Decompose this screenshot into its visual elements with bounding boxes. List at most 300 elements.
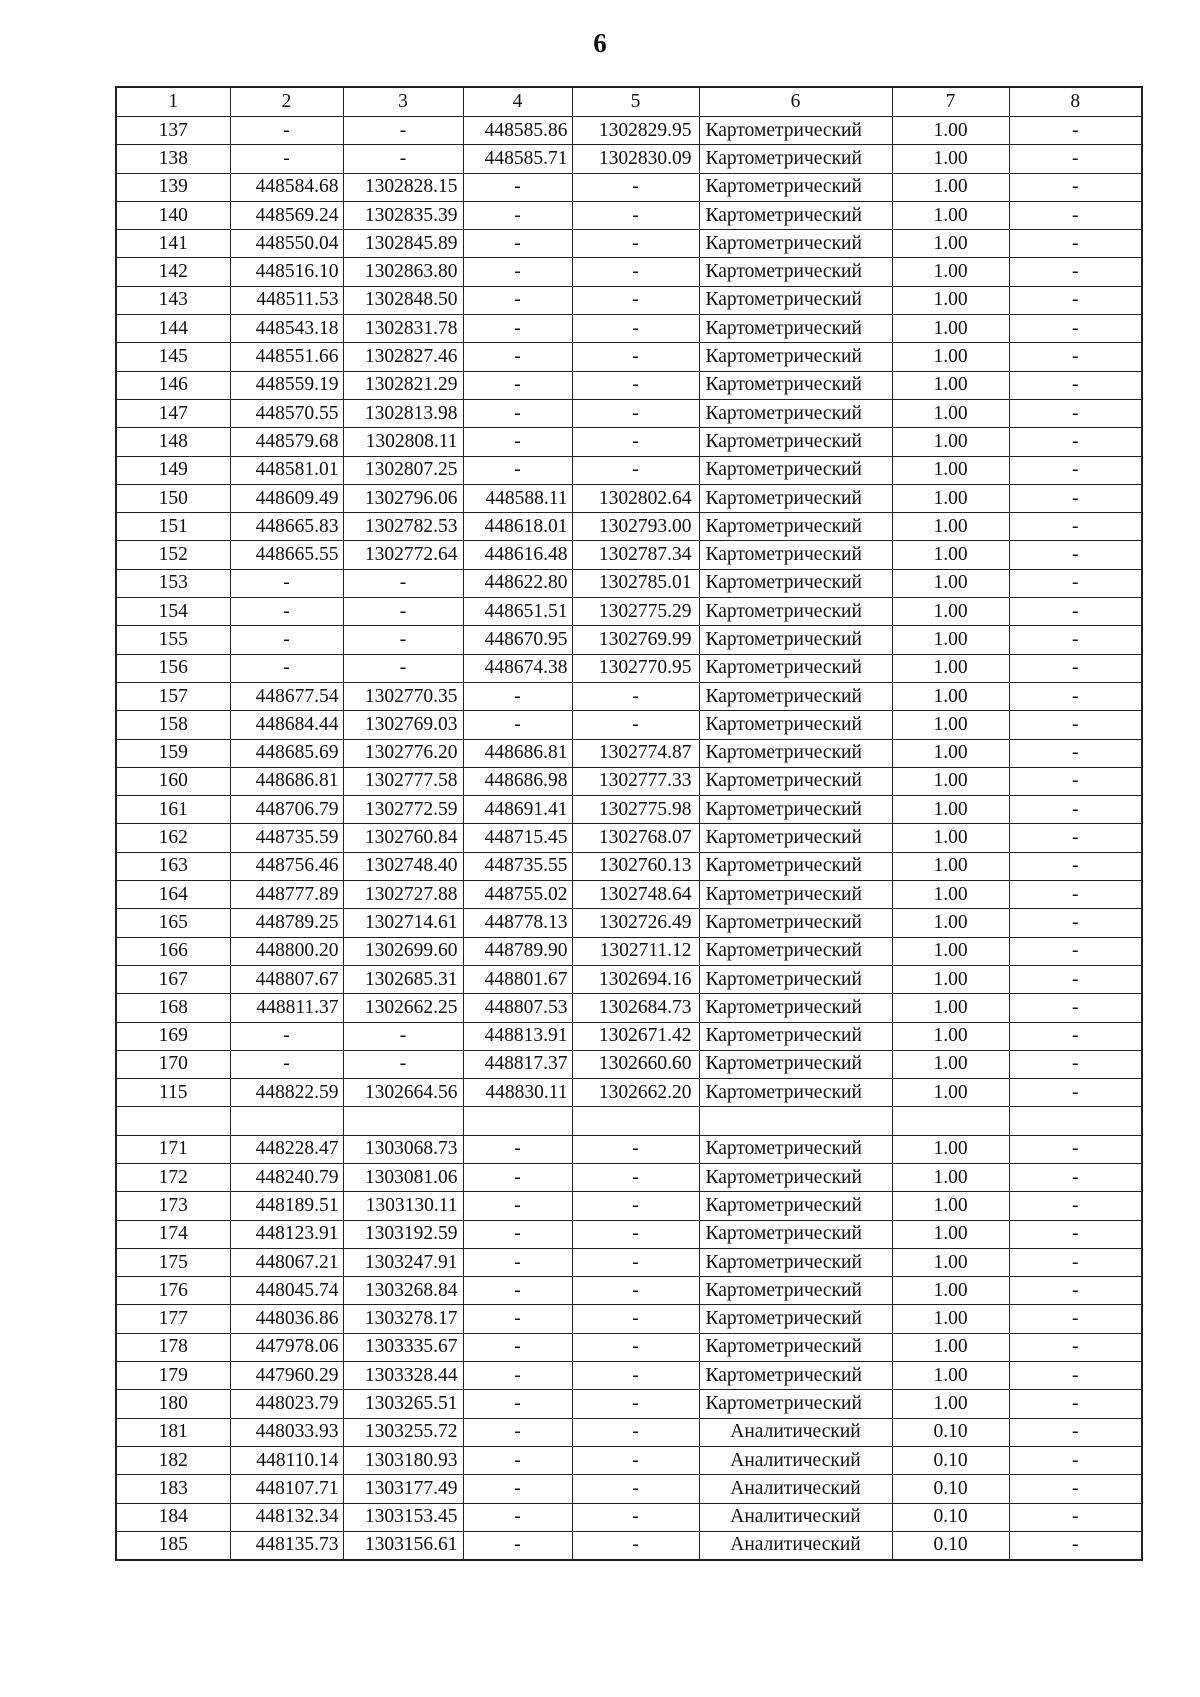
method-cell: Картометрический [699, 796, 892, 824]
x-coord-existing-cell: 448511.53 [230, 286, 343, 314]
y-coord-new-cell: - [572, 1362, 699, 1390]
y-coord-existing-cell: 1303130.11 [343, 1192, 463, 1220]
table-row [116, 1418, 1142, 1446]
table-row [116, 1475, 1142, 1503]
note-cell: - [1009, 824, 1142, 852]
x-coord-new-cell: - [463, 1220, 572, 1248]
method-cell: Картометрический [699, 937, 892, 965]
table-row [116, 1220, 1142, 1248]
y-coord-existing-cell: 1302748.40 [343, 852, 463, 880]
table-row [116, 173, 1142, 201]
x-coord-new-cell: - [463, 1475, 572, 1503]
note-cell: - [1009, 626, 1142, 654]
point-number-cell: 164 [116, 881, 230, 909]
point-number-cell: 142 [116, 258, 230, 286]
y-coord-new-cell: 1302793.00 [572, 513, 699, 541]
y-coord-new-cell: - [572, 173, 699, 201]
method-cell: Картометрический [699, 1079, 892, 1107]
x-coord-new-cell: - [463, 682, 572, 710]
method-cell: Аналитический [699, 1446, 892, 1474]
x-coord-new-cell: - [463, 1390, 572, 1418]
y-coord-existing-cell: 1302664.56 [343, 1079, 463, 1107]
x-coord-existing-cell: 448581.01 [230, 456, 343, 484]
x-coord-new-cell: - [463, 286, 572, 314]
note-cell: - [1009, 1475, 1142, 1503]
x-coord-new-cell: - [463, 1163, 572, 1191]
table-row [116, 937, 1142, 965]
x-coord-new-cell: - [463, 230, 572, 258]
method-cell: Аналитический [699, 1503, 892, 1531]
accuracy-cell: 1.00 [892, 654, 1009, 682]
y-coord-new-cell: - [572, 428, 699, 456]
y-coord-existing-cell: 1302772.59 [343, 796, 463, 824]
x-coord-existing-cell: 448789.25 [230, 909, 343, 937]
x-coord-existing-cell: 448686.81 [230, 767, 343, 795]
accuracy-cell: 0.10 [892, 1503, 1009, 1531]
column-header-3: 3 [343, 87, 463, 117]
accuracy-cell: 1.00 [892, 201, 1009, 229]
x-coord-existing-cell: 448756.46 [230, 852, 343, 880]
accuracy-cell: 1.00 [892, 1163, 1009, 1191]
accuracy-cell: 1.00 [892, 1305, 1009, 1333]
method-cell: Картометрический [699, 598, 892, 626]
point-number-cell: 172 [116, 1163, 230, 1191]
x-coord-new-cell: 448686.81 [463, 739, 572, 767]
y-coord-existing-cell: - [343, 117, 463, 145]
note-cell: - [1009, 1079, 1142, 1107]
y-coord-new-cell: 1302768.07 [572, 824, 699, 852]
table-row [116, 315, 1142, 343]
y-coord-existing-cell: 1302845.89 [343, 230, 463, 258]
table-row [116, 852, 1142, 880]
y-coord-new-cell: - [572, 1333, 699, 1361]
note-cell: - [1009, 1446, 1142, 1474]
accuracy-cell: 1.00 [892, 315, 1009, 343]
y-coord-new-cell: 1302775.98 [572, 796, 699, 824]
table-row [116, 626, 1142, 654]
point-number-cell: 174 [116, 1220, 230, 1248]
y-coord-new-cell: 1302802.64 [572, 484, 699, 512]
accuracy-cell: 1.00 [892, 598, 1009, 626]
note-cell: - [1009, 456, 1142, 484]
y-coord-existing-cell: 1302685.31 [343, 965, 463, 993]
accuracy-cell: 1.00 [892, 909, 1009, 937]
y-coord-existing-cell: 1302777.58 [343, 767, 463, 795]
point-number-cell: 167 [116, 965, 230, 993]
point-number-cell: 170 [116, 1050, 230, 1078]
point-number-cell: 138 [116, 145, 230, 173]
y-coord-new-cell: - [572, 343, 699, 371]
point-number-cell [116, 1107, 230, 1135]
note-cell: - [1009, 909, 1142, 937]
y-coord-existing-cell: 1303328.44 [343, 1362, 463, 1390]
note-cell: - [1009, 682, 1142, 710]
accuracy-cell: 1.00 [892, 258, 1009, 286]
accuracy-cell: 1.00 [892, 371, 1009, 399]
page-number: 6 [593, 28, 607, 58]
method-cell: Аналитический [699, 1531, 892, 1560]
x-coord-new-cell: - [463, 315, 572, 343]
point-number-cell: 166 [116, 937, 230, 965]
y-coord-existing-cell: 1302699.60 [343, 937, 463, 965]
accuracy-cell: 1.00 [892, 343, 1009, 371]
y-coord-existing-cell: 1303192.59 [343, 1220, 463, 1248]
column-header-1: 1 [116, 87, 230, 117]
x-coord-existing-cell: 448559.19 [230, 371, 343, 399]
y-coord-existing-cell: 1302821.29 [343, 371, 463, 399]
accuracy-cell: 1.00 [892, 569, 1009, 597]
column-header-5: 5 [572, 87, 699, 117]
point-number-cell: 183 [116, 1475, 230, 1503]
method-cell: Картометрический [699, 909, 892, 937]
point-number-cell: 145 [116, 343, 230, 371]
note-cell: - [1009, 881, 1142, 909]
accuracy-cell: 1.00 [892, 852, 1009, 880]
x-coord-existing-cell: 448516.10 [230, 258, 343, 286]
y-coord-existing-cell: 1303247.91 [343, 1248, 463, 1276]
accuracy-cell: 1.00 [892, 1390, 1009, 1418]
x-coord-new-cell: - [463, 456, 572, 484]
x-coord-new-cell: 448686.98 [463, 767, 572, 795]
x-coord-existing-cell: - [230, 569, 343, 597]
table-row [116, 201, 1142, 229]
method-cell: Картометрический [699, 1220, 892, 1248]
coordinates-table [115, 86, 1143, 1561]
y-coord-existing-cell: 1302828.15 [343, 173, 463, 201]
point-number-cell: 115 [116, 1079, 230, 1107]
y-coord-existing-cell: 1303265.51 [343, 1390, 463, 1418]
method-cell: Картометрический [699, 201, 892, 229]
accuracy-cell: 1.00 [892, 484, 1009, 512]
x-coord-new-cell: - [463, 1192, 572, 1220]
y-coord-existing-cell: - [343, 598, 463, 626]
y-coord-new-cell: - [572, 456, 699, 484]
x-coord-new-cell: - [463, 1362, 572, 1390]
point-number-cell: 162 [116, 824, 230, 852]
y-coord-existing-cell: - [343, 654, 463, 682]
y-coord-existing-cell: 1302808.11 [343, 428, 463, 456]
x-coord-existing-cell: 448665.83 [230, 513, 343, 541]
x-coord-existing-cell: 448569.24 [230, 201, 343, 229]
x-coord-new-cell: - [463, 1503, 572, 1531]
table-body [116, 87, 1142, 1560]
x-coord-existing-cell: 448132.34 [230, 1503, 343, 1531]
accuracy-cell: 1.00 [892, 1050, 1009, 1078]
accuracy-cell: 1.00 [892, 513, 1009, 541]
y-coord-existing-cell: 1302813.98 [343, 399, 463, 427]
point-number-cell: 143 [116, 286, 230, 314]
y-coord-existing-cell: 1303335.67 [343, 1333, 463, 1361]
accuracy-cell: 1.00 [892, 1079, 1009, 1107]
table-row [116, 428, 1142, 456]
y-coord-new-cell: 1302775.29 [572, 598, 699, 626]
note-cell: - [1009, 937, 1142, 965]
accuracy-cell: 0.10 [892, 1531, 1009, 1560]
y-coord-existing-cell: - [343, 1022, 463, 1050]
y-coord-new-cell: 1302787.34 [572, 541, 699, 569]
method-cell: Картометрический [699, 739, 892, 767]
y-coord-new-cell: - [572, 711, 699, 739]
x-coord-existing-cell: 448665.55 [230, 541, 343, 569]
x-coord-new-cell: - [463, 201, 572, 229]
x-coord-existing-cell: 448735.59 [230, 824, 343, 852]
x-coord-existing-cell: 448228.47 [230, 1135, 343, 1163]
accuracy-cell: 1.00 [892, 1220, 1009, 1248]
method-cell: Картометрический [699, 541, 892, 569]
accuracy-cell: 1.00 [892, 937, 1009, 965]
y-coord-existing-cell: 1302863.80 [343, 258, 463, 286]
accuracy-cell: 0.10 [892, 1446, 1009, 1474]
accuracy-cell: 1.00 [892, 1277, 1009, 1305]
point-number-cell: 175 [116, 1248, 230, 1276]
y-coord-existing-cell: 1302769.03 [343, 711, 463, 739]
table-row [116, 1022, 1142, 1050]
x-coord-existing-cell: 448543.18 [230, 315, 343, 343]
point-number-cell: 158 [116, 711, 230, 739]
note-cell: - [1009, 1022, 1142, 1050]
table-row [116, 711, 1142, 739]
point-number-cell: 137 [116, 117, 230, 145]
x-coord-new-cell: 448801.67 [463, 965, 572, 993]
point-number-cell: 148 [116, 428, 230, 456]
y-coord-existing-cell: 1303177.49 [343, 1475, 463, 1503]
method-cell: Картометрический [699, 428, 892, 456]
note-cell: - [1009, 1503, 1142, 1531]
table-row [116, 881, 1142, 909]
y-coord-existing-cell: - [343, 1050, 463, 1078]
accuracy-cell: 0.10 [892, 1475, 1009, 1503]
method-cell: Картометрический [699, 399, 892, 427]
y-coord-new-cell: 1302684.73 [572, 994, 699, 1022]
accuracy-cell: 1.00 [892, 796, 1009, 824]
x-coord-new-cell: 448778.13 [463, 909, 572, 937]
note-cell: - [1009, 1418, 1142, 1446]
y-coord-existing-cell: 1302831.78 [343, 315, 463, 343]
table-row [116, 541, 1142, 569]
x-coord-existing-cell: 448800.20 [230, 937, 343, 965]
point-number-cell: 181 [116, 1418, 230, 1446]
accuracy-cell: 1.00 [892, 230, 1009, 258]
x-coord-existing-cell: 448706.79 [230, 796, 343, 824]
method-cell: Картометрический [699, 315, 892, 343]
y-coord-new-cell: - [572, 1446, 699, 1474]
method-cell [699, 1107, 892, 1135]
note-cell: - [1009, 796, 1142, 824]
method-cell: Картометрический [699, 654, 892, 682]
x-coord-new-cell: 448618.01 [463, 513, 572, 541]
point-number-cell: 144 [116, 315, 230, 343]
y-coord-new-cell: 1302785.01 [572, 569, 699, 597]
table-row [116, 796, 1142, 824]
x-coord-existing-cell: 448023.79 [230, 1390, 343, 1418]
y-coord-new-cell: 1302694.16 [572, 965, 699, 993]
note-cell: - [1009, 569, 1142, 597]
note-cell: - [1009, 1305, 1142, 1333]
x-coord-existing-cell: 448584.68 [230, 173, 343, 201]
x-coord-existing-cell: - [230, 626, 343, 654]
x-coord-existing-cell: 448110.14 [230, 1446, 343, 1474]
x-coord-existing-cell: 448822.59 [230, 1079, 343, 1107]
method-cell: Картометрический [699, 1277, 892, 1305]
accuracy-cell [892, 1107, 1009, 1135]
note-cell: - [1009, 258, 1142, 286]
y-coord-existing-cell: 1302796.06 [343, 484, 463, 512]
table-row [116, 1503, 1142, 1531]
y-coord-existing-cell: 1303278.17 [343, 1305, 463, 1333]
y-coord-existing-cell: 1302776.20 [343, 739, 463, 767]
x-coord-existing-cell: 448570.55 [230, 399, 343, 427]
y-coord-new-cell: 1302760.13 [572, 852, 699, 880]
y-coord-existing-cell: 1302848.50 [343, 286, 463, 314]
y-coord-existing-cell: - [343, 626, 463, 654]
method-cell: Картометрический [699, 881, 892, 909]
y-coord-existing-cell: 1303081.06 [343, 1163, 463, 1191]
y-coord-existing-cell: - [343, 569, 463, 597]
accuracy-cell: 1.00 [892, 767, 1009, 795]
method-cell: Картометрический [699, 1390, 892, 1418]
table-row [116, 145, 1142, 173]
method-cell: Картометрический [699, 173, 892, 201]
accuracy-cell: 1.00 [892, 965, 1009, 993]
x-coord-existing-cell: 448036.86 [230, 1305, 343, 1333]
table-row [116, 994, 1142, 1022]
x-coord-existing-cell: 448123.91 [230, 1220, 343, 1248]
note-cell: - [1009, 286, 1142, 314]
table-row [116, 371, 1142, 399]
x-coord-existing-cell: 448033.93 [230, 1418, 343, 1446]
point-number-cell: 173 [116, 1192, 230, 1220]
table-row [116, 739, 1142, 767]
point-number-cell: 141 [116, 230, 230, 258]
point-number-cell: 139 [116, 173, 230, 201]
method-cell: Картометрический [699, 994, 892, 1022]
method-cell: Картометрический [699, 852, 892, 880]
y-coord-new-cell: - [572, 1390, 699, 1418]
accuracy-cell: 1.00 [892, 994, 1009, 1022]
table-row [116, 1277, 1142, 1305]
y-coord-new-cell: - [572, 201, 699, 229]
note-cell: - [1009, 230, 1142, 258]
method-cell: Картометрический [699, 1022, 892, 1050]
y-coord-existing-cell: 1303268.84 [343, 1277, 463, 1305]
y-coord-new-cell: - [572, 286, 699, 314]
y-coord-existing-cell: 1302772.64 [343, 541, 463, 569]
x-coord-existing-cell: 448189.51 [230, 1192, 343, 1220]
point-number-cell: 147 [116, 399, 230, 427]
accuracy-cell: 1.00 [892, 145, 1009, 173]
table-row [116, 456, 1142, 484]
y-coord-existing-cell: 1303153.45 [343, 1503, 463, 1531]
column-header-7: 7 [892, 87, 1009, 117]
point-number-cell: 171 [116, 1135, 230, 1163]
table-row [116, 767, 1142, 795]
note-cell: - [1009, 767, 1142, 795]
y-coord-new-cell: - [572, 682, 699, 710]
note-cell: - [1009, 428, 1142, 456]
table-row [116, 909, 1142, 937]
x-coord-new-cell: 448691.41 [463, 796, 572, 824]
point-number-cell: 156 [116, 654, 230, 682]
table-row [116, 1390, 1142, 1418]
table-row [116, 1248, 1142, 1276]
point-number-cell: 155 [116, 626, 230, 654]
y-coord-existing-cell: 1302770.35 [343, 682, 463, 710]
method-cell: Аналитический [699, 1475, 892, 1503]
table-row [116, 654, 1142, 682]
y-coord-new-cell: 1302671.42 [572, 1022, 699, 1050]
x-coord-new-cell: 448715.45 [463, 824, 572, 852]
point-number-cell: 154 [116, 598, 230, 626]
table-row [116, 569, 1142, 597]
y-coord-new-cell: - [572, 1418, 699, 1446]
x-coord-new-cell: 448622.80 [463, 569, 572, 597]
note-cell: - [1009, 1163, 1142, 1191]
table-row [116, 230, 1142, 258]
x-coord-new-cell: 448670.95 [463, 626, 572, 654]
x-coord-existing-cell: 448550.04 [230, 230, 343, 258]
accuracy-cell: 1.00 [892, 173, 1009, 201]
column-header-8: 8 [1009, 87, 1142, 117]
y-coord-new-cell: - [572, 230, 699, 258]
x-coord-new-cell: - [463, 1446, 572, 1474]
x-coord-new-cell: 448674.38 [463, 654, 572, 682]
x-coord-existing-cell: - [230, 1050, 343, 1078]
y-coord-new-cell: 1302830.09 [572, 145, 699, 173]
table-row [116, 682, 1142, 710]
x-coord-existing-cell: 448045.74 [230, 1277, 343, 1305]
point-number-cell: 169 [116, 1022, 230, 1050]
table-row [116, 1107, 1142, 1135]
x-coord-new-cell [463, 1107, 572, 1135]
accuracy-cell: 1.00 [892, 1022, 1009, 1050]
point-number-cell: 185 [116, 1531, 230, 1560]
note-cell: - [1009, 711, 1142, 739]
x-coord-new-cell: 448585.71 [463, 145, 572, 173]
y-coord-existing-cell: 1302835.39 [343, 201, 463, 229]
method-cell: Картометрический [699, 1192, 892, 1220]
note-cell: - [1009, 654, 1142, 682]
point-number-cell: 177 [116, 1305, 230, 1333]
accuracy-cell: 1.00 [892, 711, 1009, 739]
y-coord-new-cell: - [572, 258, 699, 286]
note-cell: - [1009, 117, 1142, 145]
method-cell: Картометрический [699, 767, 892, 795]
x-coord-existing-cell: 448777.89 [230, 881, 343, 909]
note-cell: - [1009, 541, 1142, 569]
point-number-cell: 163 [116, 852, 230, 880]
x-coord-existing-cell: 448609.49 [230, 484, 343, 512]
note-cell: - [1009, 513, 1142, 541]
point-number-cell: 150 [116, 484, 230, 512]
point-number-cell: 165 [116, 909, 230, 937]
y-coord-existing-cell: 1302714.61 [343, 909, 463, 937]
x-coord-existing-cell [230, 1107, 343, 1135]
y-coord-new-cell: 1302711.12 [572, 937, 699, 965]
point-number-cell: 168 [116, 994, 230, 1022]
method-cell: Картометрический [699, 965, 892, 993]
y-coord-existing-cell: 1302662.25 [343, 994, 463, 1022]
y-coord-new-cell: - [572, 1192, 699, 1220]
x-coord-existing-cell: 447978.06 [230, 1333, 343, 1361]
y-coord-new-cell: - [572, 1163, 699, 1191]
table-row [116, 513, 1142, 541]
method-cell: Картометрический [699, 286, 892, 314]
method-cell: Картометрический [699, 1362, 892, 1390]
y-coord-new-cell: 1302748.64 [572, 881, 699, 909]
point-number-cell: 140 [116, 201, 230, 229]
y-coord-new-cell: 1302726.49 [572, 909, 699, 937]
x-coord-new-cell: - [463, 1277, 572, 1305]
